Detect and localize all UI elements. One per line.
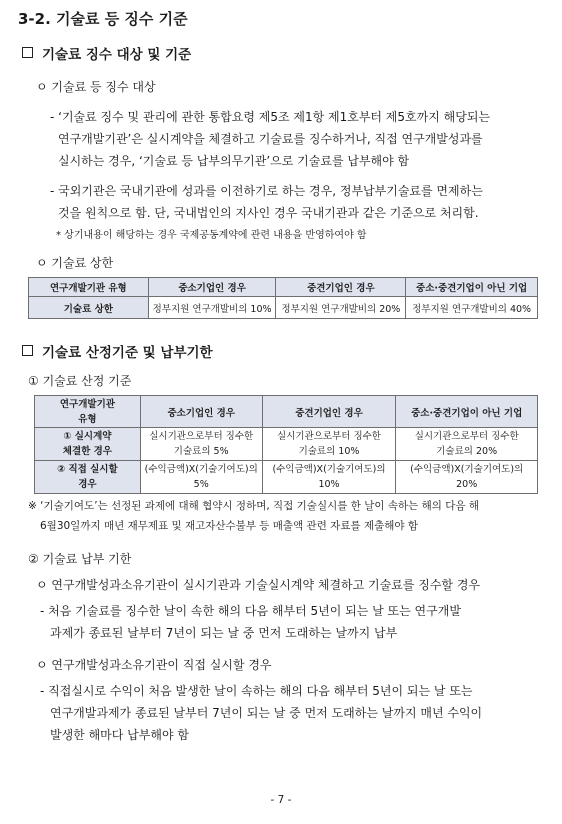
table-header: 중소·중견기업이 아닌 기업 [406, 278, 538, 297]
table-header: 연구개발기관 유형 [35, 396, 141, 428]
s1-p1-line1: - ‘기술료 징수 및 관리에 관한 통합요령 제5조 제1항 제1호부터 제5호까지 해당되는 [50, 110, 490, 124]
fee-cap-table [28, 277, 538, 319]
section-title: 3-2. 기술료 등 징수 기준 [18, 10, 188, 28]
s2-case1-line1: - 처음 기술료를 징수한 날이 속한 해의 다음 해부터 5년이 되는 날 또는 연구개발 [40, 604, 461, 618]
table-cell: 정부지원 연구개발비의 20% [276, 297, 406, 319]
s2-note-line2: 6월30일까지 매년 재무제표 및 재고자산수불부 등 매출액 관련 자료를 제출해야 함 [40, 520, 418, 532]
table-cell: 실시기관으로부터 징수한 기술료의 10% [262, 428, 396, 461]
table-cell: 정부지원 연구개발비의 40% [406, 297, 538, 319]
s1-p2-line1: - 국외기관은 국내기관에 성과를 이전하기로 하는 경우, 정부납부기술료를 면제하는 [50, 184, 483, 198]
table-row-label: 기술료 상한 [29, 297, 149, 319]
s1-p2-line2: 것을 원칙으로 함. 단, 국내법인의 지사인 경우 국내기관과 같은 기준으로 처리함. [58, 206, 479, 220]
s2-case2-line1: - 직접실시로 수익이 처음 발생한 날이 속하는 해의 다음 해부터 5년이 되는 날 또는 [40, 684, 473, 698]
table-cell: 실시기관으로부터 징수한 기술료의 20% [396, 428, 538, 461]
s1-note: * 상기내용이 해당하는 경우 국제공동계약에 관련 내용을 반영하여야 함 [56, 230, 367, 241]
table-cell: (수익금액)X(기술기여도)의 5% [140, 461, 262, 494]
s2-case2-line2: 연구개발과제가 종료된 날부터 7년이 되는 날 중 먼저 도래하는 날까지 매년 수익이 [50, 706, 483, 720]
s2-case2-line3: 발생한 해마다 납부해야 함 [50, 728, 189, 742]
square-bullet-icon [22, 345, 33, 356]
s2-sub2: ② 기술료 납부 기한 [28, 552, 132, 566]
table-header: 중견기업인 경우 [262, 396, 396, 428]
table-header: 중견기업인 경우 [276, 278, 406, 297]
table-cell: 정부지원 연구개발비의 10% [148, 297, 276, 319]
s1-sub1: ㅇ 기술료 등 징수 대상 [36, 80, 156, 94]
table-cell: 실시기관으로부터 징수한 기술료의 5% [140, 428, 262, 461]
s1-p1-line3: 실시하는 경우, ‘기술료 등 납부의무기관’으로 기술료를 납부해야 함 [58, 154, 410, 168]
s2-case2: ㅇ 연구개발성과소유기관이 직접 실시할 경우 [36, 658, 272, 672]
table-header: 중소기업인 경우 [140, 396, 262, 428]
table-header: 연구개발기관 유형 [29, 278, 149, 297]
table-header: 중소기업인 경우 [148, 278, 276, 297]
s2-sub1: ① 기술료 산정 기준 [28, 374, 132, 388]
table-row-label: ① 실시계약 체결한 경우 [35, 428, 141, 461]
s1-heading: 기술료 징수 대상 및 기준 [42, 47, 192, 63]
table-cell: (수익금액)X(기술기여도)의 20% [396, 461, 538, 494]
square-bullet-icon [22, 47, 33, 58]
fee-calc-table [34, 395, 538, 494]
table-header: 중소·중견기업이 아닌 기업 [396, 396, 538, 428]
page-number: - 7 - [270, 794, 292, 806]
s1-p1-line2: 연구개발기관’은 실시계약을 체결하고 기술료를 징수하거나, 직접 연구개발성과를 [58, 132, 483, 146]
s1-sub2: ㅇ 기술료 상한 [36, 256, 114, 270]
s2-note-line1: ※ ‘기술기여도’는 선정된 과제에 대해 협약시 정하며, 직접 기술실시를 한 날이 속하는 해의 다음 해 [28, 500, 479, 512]
s2-heading: 기술료 산정기준 및 납부기한 [42, 345, 213, 361]
s2-case1-line2: 과제가 종료된 날부터 7년이 되는 날 중 먼저 도래하는 날까지 납부 [50, 626, 398, 640]
table-cell: (수익금액)X(기술기여도)의 10% [262, 461, 396, 494]
table-row-label: ② 직접 실시할 경우 [35, 461, 141, 494]
s2-case1: ㅇ 연구개발성과소유기관이 실시기관과 기술실시계약 체결하고 기술료를 징수할 경우 [36, 578, 481, 592]
